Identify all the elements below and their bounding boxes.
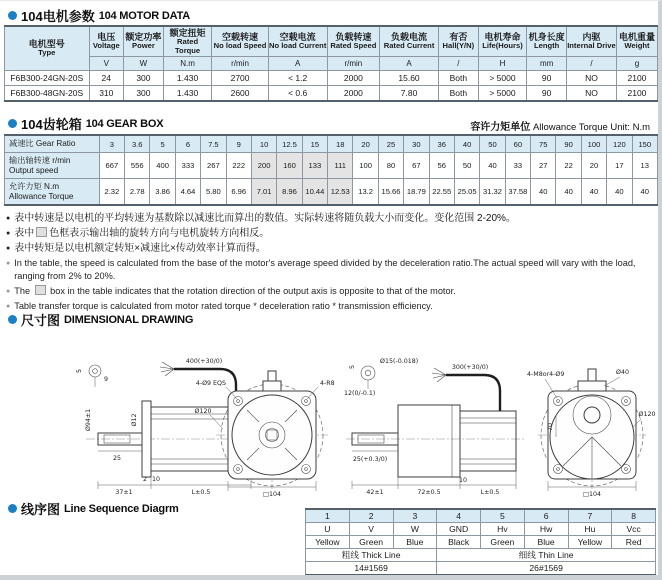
signal-row [306,523,656,536]
gear-table-cell: 40 [454,135,479,153]
motor-table-header-row [5,26,658,57]
gear-table-cell: 222 [226,153,251,179]
header-label-zh: 机身长度 [528,31,565,42]
motor-column-header [5,26,90,71]
pin-number-cell: 2 [349,509,393,523]
header-label-en: Weight [624,41,650,51]
wire-color-row [306,536,656,549]
section-title-zh: 尺寸图 [21,313,61,328]
section-title-zh: 线序图 [21,502,61,517]
section-bullet-icon [8,315,17,324]
gear-table-cell: 100 [581,135,606,153]
motor-table-cell: 90 [527,86,567,102]
motor-table-cell: Both [438,86,478,102]
signal-cell: GND [437,523,481,536]
gear-table-cell: 18.79 [404,179,429,206]
motor-table-cell: > 5000 [478,71,527,86]
motor-table-row [5,86,658,102]
line-type-row [306,549,656,562]
line-type-cell: 细线 Thin Line [437,549,656,562]
wire-color-cell: Red [612,536,656,549]
gear-table-cell: 400 [150,153,175,179]
header-label-en: Hall(Y/N) [442,41,475,51]
gear-table-cell: 2.32 [99,179,124,206]
motor-table-cell: < 0.6 [268,86,327,102]
dim-label-conn-height: 5 [76,368,83,374]
note-bullet-icon: ● [6,260,11,267]
gearbox-front-view [527,368,655,498]
dim-label-gearbox-length: 72±0.5 [417,489,441,496]
dim-label-corner-radius: 4-R8 [320,380,335,387]
gear-table-cell: 15 [302,135,327,153]
geared-motor-side-view [344,357,524,496]
gear-table-cell: 13 [632,153,657,179]
header-label-en: Type [38,48,56,58]
row-label-zh: 允许力矩 N.m [9,182,60,192]
gear-table-cell: 40 [531,179,556,206]
note-text: Table transfer torque is calculated from motor rated torque * deceleration ratio * transmission efficiency. [14,301,433,311]
gear-table-cell: 6 [175,135,200,153]
row-label-en: Output speed [9,165,59,175]
header-label-en: Internal Drive [567,41,616,51]
section-bullet-icon [8,504,17,513]
signal-cell: Hw [524,523,568,536]
gear-table-cell: 7.5 [201,135,226,153]
motor-table-cell: 7.80 [380,86,439,102]
motor-table-cell: 2000 [327,71,379,86]
header-label-zh: 额定功率 [125,31,162,42]
gear-table-cell: 200 [251,153,276,179]
section-title-en: DIMENSIONAL DRAWING [64,313,194,326]
dim-label-square-size: □104 [583,491,601,498]
note-item [6,242,658,255]
dim-label-2: 2 [142,476,148,483]
gear-box-section-title [8,114,163,133]
pin-number-cell: 7 [568,509,612,523]
motor-table-cell: NO [567,71,617,86]
dim-label-body-length: L±0.5 [480,489,500,496]
gear-table-cell: 37.58 [505,179,530,206]
motor-table-cell: 2100 [616,86,657,102]
allowance-torque-row [5,179,658,206]
header-label-en: Rated Current [383,41,435,51]
gear-table-cell: 25.05 [454,179,479,206]
gear-table-cell: 22.55 [429,179,454,206]
wire-color-cell: Yellow [306,536,350,549]
gear-table-cell: 22 [556,153,581,179]
header-label-zh: 负载转速 [335,31,372,42]
gear-table-cell: 15.66 [378,179,403,206]
gear-table-cell: 13.2 [353,179,378,206]
motor-table-cell: 2700 [212,71,268,86]
gear-table-cell: 30 [404,135,429,153]
header-label-zh: 电压 [97,31,116,42]
dim-label-shaft-diameter: Ø15(-0.018) [380,358,419,365]
dim-label-body-length: L±0.5 [191,489,211,496]
header-label-en: Voltage [92,41,120,51]
header-label-zh: 额定扭矩 [169,27,206,38]
dim-label-offset: 70 [547,422,554,432]
dim-label-flange-length: 37±1 [115,489,133,496]
gear-table-cell: 12.5 [277,135,302,153]
motor-column-header [616,26,657,57]
gear-table-cell: 40 [480,153,505,179]
note-bullet-icon: ● [6,288,11,295]
signal-cell: U [306,523,350,536]
unit-cell: A [268,57,327,71]
gear-table-cell: 120 [607,135,632,153]
dim-label-10: 10 [458,477,468,484]
motor-table-cell: 300 [124,71,164,86]
note-item [6,227,658,240]
dim-label-boss-diameter: Ø40 [616,369,629,376]
header-label-zh: 空载电流 [279,31,316,42]
unit-cell: V [89,57,124,71]
pin-number-cell: 4 [437,509,481,523]
motor-table-cell: NO [567,86,617,102]
note-item [6,257,658,283]
wire-color-cell: Green [349,536,393,549]
gear-table-cell: 75 [531,135,556,153]
header-label-zh: 有否 [449,31,468,42]
motor-column-header [478,26,527,57]
note-text: The box in the table indicates that the rotation direction of the output axis is opposite to that of the motor. [14,286,456,296]
gear-table-cell: 40 [556,179,581,206]
motor-data-section-title [8,6,190,25]
motor-table-cell: F6B300-48GN-20S [5,86,90,102]
gear-table-cell: 40 [607,179,632,206]
gear-table-cell: 18 [328,135,353,153]
signal-cell: Hu [568,523,612,536]
unit-cell: N.m [163,57,212,71]
section-title-en: 104 MOTOR DATA [98,9,191,22]
motor-table-cell: 2600 [212,86,268,102]
wire-color-cell: Yellow [568,536,612,549]
motor-column-header [527,26,567,57]
unit-cell: / [438,57,478,71]
section-title-en: 104 GEAR BOX [85,117,164,130]
pin-number-cell: 3 [393,509,437,523]
gear-table-cell: 40 [581,179,606,206]
motor-table-cell: Both [438,71,478,86]
gear-table-cell: 40 [632,179,657,206]
gear-table-cell: 667 [99,153,124,179]
gear-table-cell: 267 [201,153,226,179]
header-label-en: No load Current [268,41,327,51]
dim-label-shaft-length: 25 [112,455,122,462]
note-item [6,285,658,298]
gear-row-label: 减速比 Gear Ratio [5,135,100,153]
gear-table-cell: 31.32 [480,179,505,206]
unit-cell: A [380,57,439,71]
unit-note-en: Allowance Torque Unit: N.m [530,122,650,133]
motor-column-header [380,26,439,57]
motor-table-cell: 310 [89,86,124,102]
gear-table-cell: 50 [454,153,479,179]
gear-table-cell: 33 [505,153,530,179]
motor-column-header [163,26,212,57]
wire-gauge-cell: 26#1569 [437,562,656,576]
motor-table-cell: < 1.2 [268,71,327,86]
gear-box-table [4,134,658,206]
section-title-zh: 104电机参数 [21,9,95,24]
motor-column-header [212,26,268,57]
gear-ratio-row [5,135,658,153]
wire-color-cell: Black [437,536,481,549]
row-label-zh: 输出轴转速 r/min [9,156,71,166]
motor-table-cell: 1.430 [163,86,212,102]
gear-table-cell: 67 [404,153,429,179]
section-bullet-icon [8,11,17,20]
gear-table-cell: 6.96 [226,179,251,206]
gear-row-label [5,179,100,206]
motor-table-body [5,26,658,101]
header-label-zh: 电机重量 [618,31,655,42]
motor-table-cell: 15.60 [380,71,439,86]
gear-row-label [5,153,100,179]
note-bullet-icon: ● [6,303,11,310]
gear-table-cell: 20 [353,135,378,153]
gear-table-cell: 10 [251,135,276,153]
unit-note-zh: 容许力矩单位 [470,122,531,133]
output-speed-row [5,153,658,179]
header-label-en: Rated Torque [174,36,201,55]
row-label-en: Allowance Torque [9,191,74,201]
pin-number-cell: 1 [306,509,350,523]
gear-table-cell: 17 [607,153,632,179]
gear-table-cell: 25 [378,135,403,153]
header-label-zh: 内驱 [582,31,601,42]
pin-number-cell: 6 [524,509,568,523]
dim-label-square-size: □104 [263,491,281,498]
motor-table-cell: 1.430 [163,71,212,86]
motor-column-header [89,26,124,57]
dim-label-corner-holes: 4-M8or4-Ø9 [527,371,565,378]
unit-cell: / [567,57,617,71]
gear-table-cell: 27 [531,153,556,179]
unit-cell: W [124,57,164,71]
gear-table-cell: 80 [378,153,403,179]
dim-label-face-diameter: Ø120 [638,411,656,418]
header-label-zh: 电机寿命 [484,31,521,42]
motor-column-header [567,26,617,57]
gear-table-cell: 5.80 [201,179,226,206]
motor-table-cell: > 5000 [478,86,527,102]
wire-color-cell: Blue [524,536,568,549]
dim-label-shaft-diameter: Ø12 [131,413,138,427]
unit-cell: r/min [327,57,379,71]
line-type-cell: 粗线 Thick Line [306,549,437,562]
dim-label-cable-length: 300(+30/0) [451,364,489,371]
note-bullet-icon: ● [6,230,11,237]
motor-table-cell: 2100 [616,71,657,86]
motor-table-cell: F6B300-24GN-20S [5,71,90,86]
unit-cell: mm [527,57,567,71]
wire-color-cell: Blue [393,536,437,549]
gear-table-body [5,135,658,205]
note-text: 表中 色框表示输出轴的旋转方向与电机旋转方向相反。 [14,228,270,239]
gear-table-cell: 56 [429,153,454,179]
notes-list [6,212,658,315]
gear-table-cell: 8.96 [277,179,302,206]
motor-column-header [438,26,478,57]
connector-end-icon [361,366,375,380]
note-bullet-icon: ● [6,215,11,222]
gear-table-cell: 7.01 [251,179,276,206]
line-sequence-table [305,508,656,576]
pin-number-row [306,509,656,523]
gear-table-cell: 100 [353,153,378,179]
gear-table-cell: 36 [429,135,454,153]
dim-label-shaft-length: 25(+0.3/0) [352,456,388,463]
gear-table-cell: 133 [302,153,327,179]
gear-table-cell: 9 [226,135,251,153]
gear-table-cell: 5 [150,135,175,153]
header-label-en: Length [534,41,560,51]
header-label-zh: 空载转速 [222,31,259,42]
header-label-en: Power [132,41,155,51]
dim-label-corner-holes: 4-Ø9 EQS [195,380,226,387]
dim-label-cable-length: 400(+30/0) [185,358,223,365]
connector-end-icon [89,365,101,377]
signal-cell: V [349,523,393,536]
header-label-zh: 负载电流 [391,31,428,42]
pin-number-cell: 8 [612,509,656,523]
dim-label-body-diameter: Ø94±1 [85,408,92,432]
unit-cell: r/min [212,57,268,71]
unit-cell: g [616,57,657,71]
note-item [6,212,658,225]
gear-table-cell: 2.78 [125,179,150,206]
gray-box-icon [36,227,47,237]
section-bullet-icon [8,119,17,128]
line-sequence-section-title [8,499,179,518]
section-title-zh: 104齿轮箱 [21,117,82,132]
gear-table-cell: 150 [632,135,657,153]
section-title-en: Line Sequence Diagrm [64,502,179,515]
motor-table-row [5,71,658,86]
gear-table-cell: 333 [175,153,200,179]
motor-table-cell: 2000 [327,86,379,102]
dim-label-conn-width: 9 [104,376,109,383]
signal-cell: Vcc [612,523,656,536]
header-label-en: No load Speed [213,41,267,51]
gear-table-cell: 3 [99,135,124,153]
header-label-en: Rated Speed [330,41,377,51]
header-label-zh: 电机型号 [28,38,65,49]
motor-table-cell: 90 [527,71,567,86]
gear-table-cell: 12.53 [328,179,353,206]
dim-label-face-diameter: Ø120 [194,408,212,415]
motor-table-units-row [5,57,658,71]
gear-table-cell: 3.86 [150,179,175,206]
signal-cell: Hv [481,523,525,536]
gear-table-cell: 50 [480,135,505,153]
note-text: 表中转矩是以电机额定转矩×减速比×传动效率计算而得。 [14,243,266,254]
gear-table-cell: 20 [581,153,606,179]
motor-column-header [327,26,379,57]
allowance-torque-unit-note [470,118,650,133]
gear-table-cell: 90 [556,135,581,153]
dimensional-drawing [0,327,662,499]
note-bullet-icon: ● [6,245,11,252]
dim-label-key-width: 12(0/-0.1) [344,390,376,397]
motor-table-cell: 300 [124,86,164,102]
gear-table-cell: 160 [277,153,302,179]
unit-cell: H [478,57,527,71]
note-text: In the table, the speed is calculated from the base of the motor's average speed divided by the deceleration ratio.The actual speed will vary with the load, ranging from 2% to 20%. [14,258,636,281]
gear-table-cell: 3.6 [125,135,150,153]
wire-gauge-row [306,562,656,576]
pin-number-cell: 5 [481,509,525,523]
dim-label-shaft-extension: 42±1 [366,489,384,496]
motor-table-cell: 24 [89,71,124,86]
motor-data-table [4,25,658,102]
motor-column-header [268,26,327,57]
gear-table-cell: 60 [505,135,530,153]
header-label-en: Life(Hours) [482,41,523,51]
motor-front-view [195,371,335,498]
motor-column-header [124,26,164,57]
gear-table-cell: 4.64 [175,179,200,206]
gray-box-icon [35,285,46,295]
wire-gauge-cell: 14#1569 [306,562,437,576]
dim-label-10: 10 [151,476,161,483]
wire-color-cell: Green [481,536,525,549]
dim-label-key-height: 5 [349,364,356,370]
signal-cell: W [393,523,437,536]
gear-table-cell: 556 [125,153,150,179]
gear-table-cell: 10.44 [302,179,327,206]
line-table-body [306,509,656,575]
gear-table-cell: 111 [328,153,353,179]
note-text: 表中转速是以电机的平均转速为基数除以减速比而算出的数值。实际转速将随负载大小而变化。变化范围 2-20%。 [14,213,516,224]
